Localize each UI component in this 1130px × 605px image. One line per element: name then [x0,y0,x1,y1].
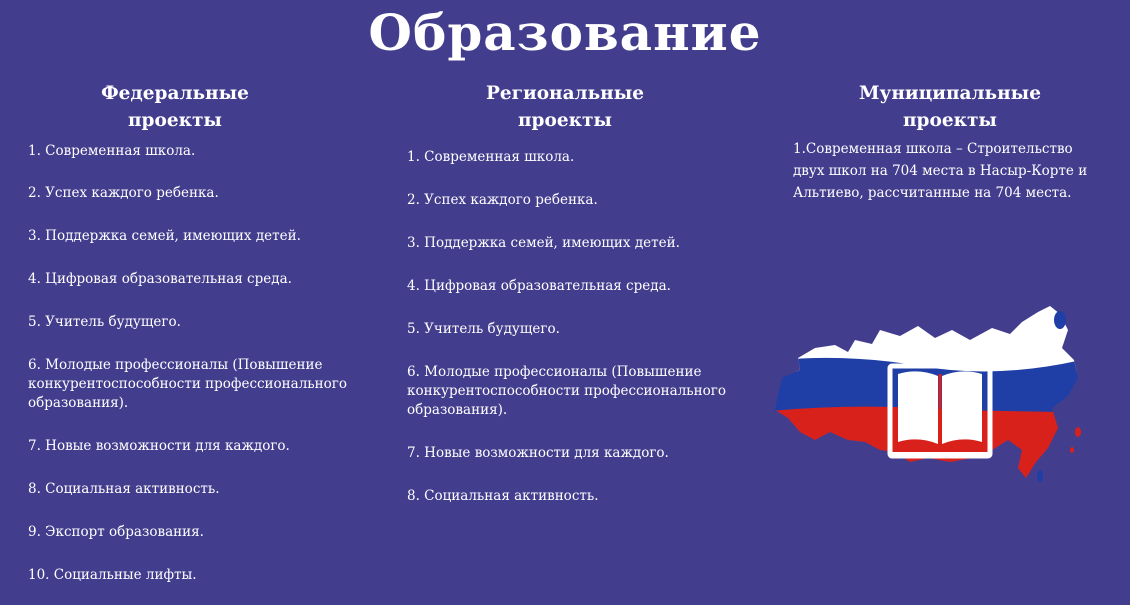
list-item: 2. Успех каждого ребенка. [28,185,219,201]
list-item: 9. Экспорт образования. [28,524,204,540]
list-item: 3. Поддержка семей, имеющих детей. [407,235,680,251]
list-item: 1. Современная школа. [407,149,575,165]
list-item: 4. Цифровая образовательная среда. [28,271,292,287]
list-item: 8. Социальная активность. [407,488,599,504]
municipal-heading [840,80,1060,134]
federal-heading [75,80,275,134]
list-item: 3. Поддержка семей, имеющих детей. [28,228,301,244]
list-item: 6. Молодые профессионалы (Повышение конкурентоспособности профессионального образования). [407,364,726,418]
page-title: Образование [368,3,762,62]
list-item: 5. Учитель будущего. [28,314,181,330]
list-item: 5. Учитель будущего. [407,321,560,337]
list-item: 10. Социальные лифты. [28,567,197,583]
list-item: 7. Новые возможности для каждого. [407,445,669,461]
list-item: 4. Цифровая образовательная среда. [407,278,671,294]
russia-flag-map-with-book-icon [760,300,1090,485]
federal-heading-line2: проекты [128,110,222,131]
list-item: 2. Успех каждого ребенка. [407,192,598,208]
list-item: 6. Молодые профессионалы (Повышение конкурентоспособности профессионального образования). [28,357,347,411]
regional-project-list [407,148,752,506]
regional-heading [460,80,670,134]
list-item: 8. Социальная активность. [28,481,220,497]
federal-heading-line1: Федеральные [101,83,249,104]
list-item: 1. Современная школа. [28,143,196,159]
regional-heading-line1: Региональные [485,83,645,104]
municipal-project-text: 1.Современная школа – Строительство двух школ на 704 места в Насыр-Корте и Альтиево, рассчитанные на 704 места. [793,141,1088,201]
federal-project-list [28,142,373,585]
municipal-heading-line2: проекты [903,110,997,131]
municipal-heading-line1: Муниципальные [859,83,1041,104]
regional-heading-line2: проекты [518,110,612,131]
list-item: 7. Новые возможности для каждого. [28,438,290,454]
